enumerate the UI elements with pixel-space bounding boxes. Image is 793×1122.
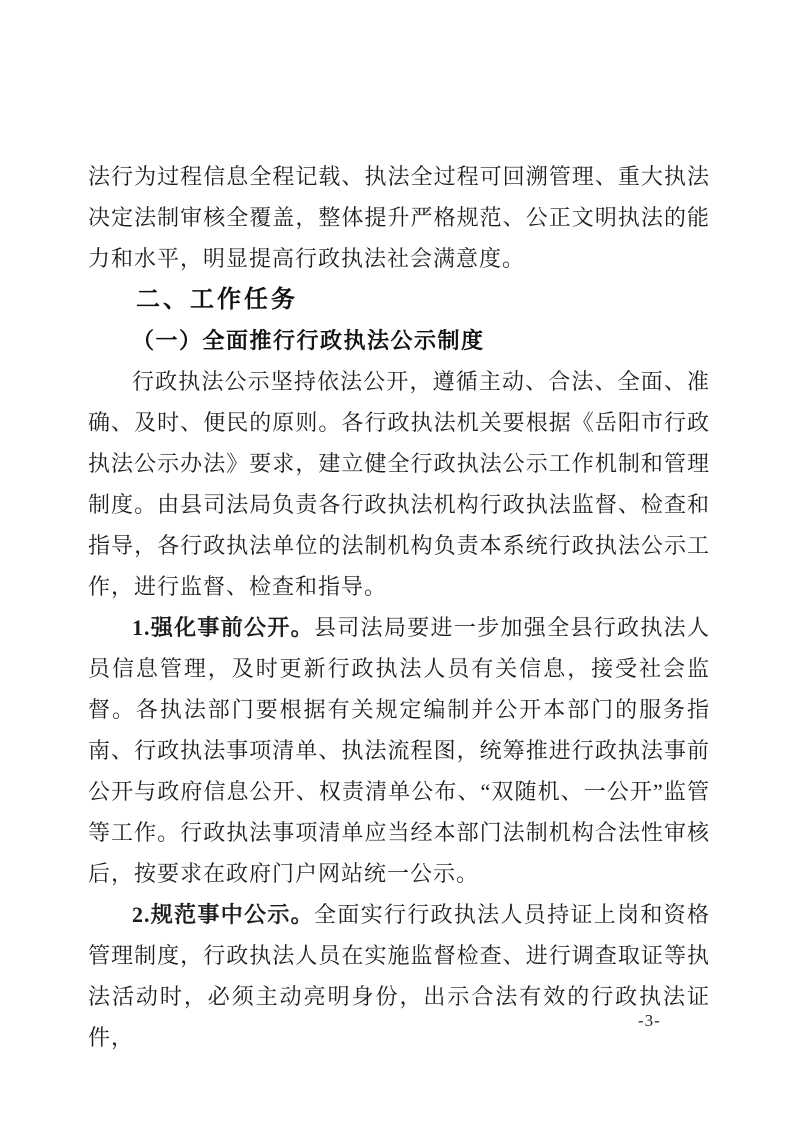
numbered-paragraph-1-body: 县司法局要进一步加强全县行政执法人员信息管理，及时更新行政执法人员有关信息，接受社会监督。各执法部门要根据有关规定编制并公开本部门的服务指南、行政执法事项清单、执法流程图，统筹推进行政执法事前公开与政府信息公开、权责清单公布、“双随机、一公开”监管等工作。行政执法事项清单应当经本部门法制机构合法性审核后，按要求在政府门户网站统一公示。 — [88, 615, 710, 886]
numbered-paragraph-2 — [88, 894, 710, 1058]
subsection-heading-disclosure-system: （一）全面推行行政执法公示制度 — [132, 328, 485, 353]
section-heading-work-tasks: 二、工作任务 — [136, 286, 298, 313]
page-number: -3- — [638, 1011, 661, 1030]
numbered-paragraph-1-lead: 1.强化事前公开。 — [132, 615, 314, 640]
document-content — [88, 156, 710, 1058]
numbered-paragraph-2-lead: 2.规范事中公示。 — [132, 902, 314, 927]
numbered-paragraph-1 — [88, 607, 710, 894]
paragraph-disclosure-principles: 行政执法公示坚持依法公开，遵循主动、合法、全面、准确、及时、便民的原则。各行政执法机关要根据《岳阳市行政执法公示办法》要求，建立健全行政执法公示工作机制和管理制度。由县司法局负责各行政执法机构行政执法监督、检查和指导，各行政执法单位的法制机构负责本系统行政执法公示工作，进行监督、检查和指导。 — [88, 369, 710, 599]
paragraph-continuation: 法行为过程信息全程记载、执法全过程可回溯管理、重大执法决定法制审核全覆盖，整体提升严格规范、公正文明执法的能力和水平，明显提高行政执法社会满意度。 — [88, 164, 710, 271]
numbered-paragraph-2-body: 全面实行行政执法人员持证上岗和资格管理制度，行政执法人员在实施监督检查、进行调查取证等执法活动时，必须主动亮明身份，出示合法有效的行政执法证件， — [88, 902, 710, 1050]
